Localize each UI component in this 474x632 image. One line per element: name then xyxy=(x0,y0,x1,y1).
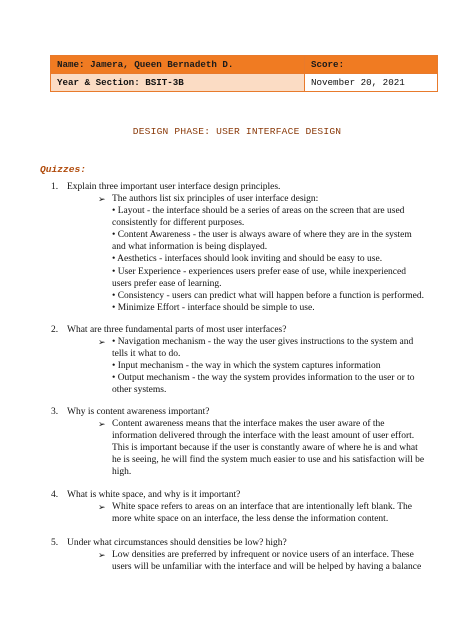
answer-line: • Consistency - users can predict what will happen before a function is performed. xyxy=(112,290,424,301)
answer-1 xyxy=(112,193,427,314)
arrow-bullet-icon: ➢ xyxy=(98,194,106,204)
answer-line: • Output mechanism - the way the system provides information to the user or to xyxy=(112,373,415,384)
question-1 xyxy=(51,181,281,193)
answer-3 xyxy=(112,418,427,478)
arrow-bullet-icon: ➢ xyxy=(98,337,106,347)
question-number: 4. xyxy=(51,490,59,500)
question-text: Why is content awareness important? xyxy=(67,407,210,417)
answer-line: tells it what to do. xyxy=(112,349,181,360)
answer-line: users prefer ease of learning. xyxy=(112,278,222,289)
student-name-cell: Name: Jamera, Queen Bernadeth D. xyxy=(51,56,305,74)
answer-4 xyxy=(112,501,427,525)
answer-line: consistently for different purposes. xyxy=(112,218,245,229)
answer-5 xyxy=(112,549,427,573)
student-info-table xyxy=(50,55,438,92)
question-3 xyxy=(51,406,210,418)
answer-line: Content awareness means that the interface makes the user aware of the xyxy=(112,419,385,429)
question-number: 3. xyxy=(51,407,59,417)
question-4 xyxy=(51,489,241,501)
answer-line: • Navigation mechanism - the way the user gives instructions to the system and xyxy=(112,337,414,347)
answer-line: The authors list six principles of user interface design: xyxy=(112,194,319,204)
question-text: What are three fundamental parts of most user interfaces? xyxy=(67,325,287,335)
answer-line: other systems. xyxy=(112,385,167,396)
answer-line: White space refers to areas on an interface that are intentionally left blank. The xyxy=(112,502,412,512)
answer-line: This is important because if the user is constantly aware of where he is and what xyxy=(112,443,418,454)
question-2 xyxy=(51,324,287,336)
answer-line: more white space on an interface, the less dense the information content. xyxy=(112,514,389,525)
answer-line: Low densities are preferred by infrequent or novice users of an interface. These xyxy=(112,550,414,560)
answer-line: • Aesthetics - interfaces should look inviting and should be easy to use. xyxy=(112,254,383,265)
answer-line: • Input mechanism - the way in which the system captures information xyxy=(112,361,381,372)
arrow-bullet-icon: ➢ xyxy=(98,419,106,429)
question-number: 1. xyxy=(51,182,59,192)
answer-line: • Layout - the interface should be a series of areas on the screen that are used xyxy=(112,206,405,217)
year-section-cell: Year & Section: BSIT-3B xyxy=(51,74,305,92)
arrow-bullet-icon: ➢ xyxy=(98,550,106,560)
answer-line: and what information is being displayed. xyxy=(112,242,268,253)
answer-line: high. xyxy=(112,467,132,478)
question-number: 5. xyxy=(51,538,59,548)
answer-line: information delivered through the interface with the least amount of user effort. xyxy=(112,431,415,442)
date-cell: November 20, 2021 xyxy=(305,74,438,92)
question-number: 2. xyxy=(51,325,59,335)
question-5 xyxy=(51,537,287,549)
answer-line: • Minimize Effort - interface should be simple to use. xyxy=(112,302,315,313)
answer-line: he is seeing, he will find the system much easier to use and his satisfaction will be xyxy=(112,455,425,466)
question-text: Explain three important user interface design principles. xyxy=(67,182,281,192)
score-cell: Score: xyxy=(305,56,438,74)
answer-line: • Content Awareness - the user is always aware of where they are in the system xyxy=(112,230,412,241)
question-text: What is white space, and why is it important? xyxy=(67,490,241,500)
document-title: DESIGN PHASE: USER INTERFACE DESIGN xyxy=(132,126,342,137)
answer-line: users will be unfamiliar with the interface and will be helped by having a balance xyxy=(112,562,422,573)
arrow-bullet-icon: ➢ xyxy=(98,502,106,512)
answer-line: • User Experience - experiences users prefer ease of use, while inexperienced xyxy=(112,266,406,277)
question-text: Under what circumstances should densities be low? high? xyxy=(67,538,287,548)
answer-2 xyxy=(112,336,427,396)
quizzes-heading: Quizzes: xyxy=(40,164,87,175)
